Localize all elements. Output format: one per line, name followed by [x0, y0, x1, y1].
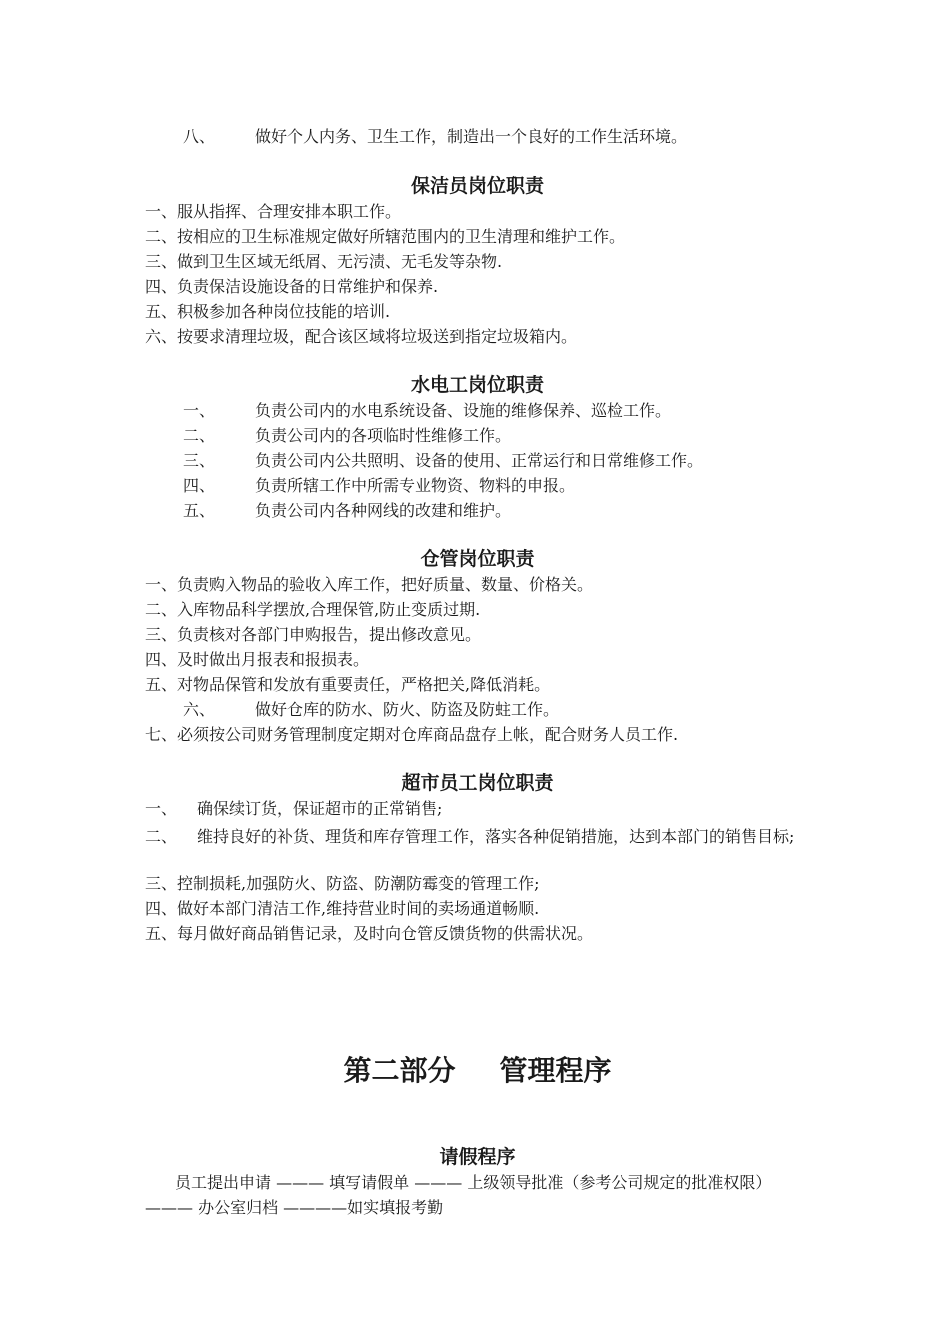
section-title-cleaner: 保洁员岗位职责 — [410, 175, 544, 197]
item-text: 确保续订货，保证超市的正常销售; — [197, 799, 443, 818]
item-text: 负责公司内的各项临时性维修工作。 — [255, 426, 512, 445]
item-number: 三、 — [183, 451, 216, 470]
part-heading — [145, 1053, 810, 1089]
section-title-warehouse: 仓管岗位职责 — [420, 548, 535, 570]
item-text: 负责公司内的水电系统设备、设施的维修保养、巡检工作。 — [255, 401, 672, 420]
list-item: 三、负责核对各部门申购报告，提出修改意见。 — [145, 625, 482, 644]
list-item — [183, 700, 848, 720]
section-title-supermarket: 超市员工岗位职责 — [401, 772, 554, 794]
list-item: 五、对物品保管和发放有重要责任，严格把关,降低消耗。 — [145, 675, 551, 694]
list-item: 三、控制损耗,加强防火、防盗、防潮防霉变的管理工作; — [145, 874, 540, 893]
list-item: 四、负责保洁设施设备的日常维护和保养. — [145, 277, 439, 296]
item-text: 负责公司内公共照明、设备的使用、正常运行和日常维修工作。 — [255, 451, 704, 470]
item-number: 四、 — [183, 476, 216, 495]
item-text: 负责所辖工作中所需专业物资、物料的申报。 — [255, 476, 576, 495]
section-title-electrician: 水电工岗位职责 — [410, 374, 544, 396]
part-number: 第二部分 — [343, 1054, 456, 1087]
list-item: 二、入库物品科学摆放,合理保管,防止变质过期. — [145, 600, 481, 619]
item-number: 八、 — [183, 127, 216, 146]
list-item — [183, 451, 848, 471]
item-number: 二、 — [145, 827, 178, 846]
item-number: 一、 — [145, 799, 178, 818]
item-number: 六、 — [183, 700, 216, 719]
list-item — [145, 824, 810, 849]
part-title: 管理程序 — [499, 1054, 612, 1087]
list-item: 六、按要求清理垃圾，配合该区域将垃圾送到指定垃圾箱内。 — [145, 327, 578, 346]
list-item: 三、做到卫生区域无纸屑、无污渍、无毛发等杂物. — [145, 252, 503, 271]
list-item — [183, 501, 848, 521]
item-text: 做好个人内务、卫生工作，制造出一个良好的工作生活环境。 — [255, 127, 688, 146]
section-title-leave: 请假程序 — [439, 1146, 516, 1168]
list-item: 四、及时做出月报表和报损表。 — [145, 650, 370, 669]
list-item — [183, 476, 848, 496]
item-number: 五、 — [183, 501, 216, 520]
list-item — [183, 426, 848, 446]
list-item — [145, 799, 810, 819]
item-number: 一、 — [183, 401, 216, 420]
leave-procedure-text: 员工提出申请 ——— 填写请假单 ——— 上级领导批准（参考公司规定的批准权限）——— 办公室归档 ————如实填报考勤 — [145, 1173, 772, 1217]
list-item: 七、必须按公司财务管理制度定期对仓库商品盘存上帐，配合财务人员工作. — [145, 725, 679, 744]
list-item: 五、积极参加各种岗位技能的培训. — [145, 302, 391, 321]
list-item — [183, 401, 848, 421]
list-item: 一、服从指挥、合理安排本职工作。 — [145, 202, 402, 221]
item-text: 负责公司内各种网线的改建和维护。 — [255, 501, 512, 520]
list-item: 五、每月做好商品销售记录，及时向仓管反馈货物的供需状况。 — [145, 924, 594, 943]
item-number: 二、 — [183, 426, 216, 445]
item-text: 维持良好的补货、理货和库存管理工作，落实各种促销措施，达到本部门的销售目标; — [197, 827, 795, 846]
list-item: 一、负责购入物品的验收入库工作，把好质量、数量、价格关。 — [145, 575, 594, 594]
intro-item — [183, 127, 848, 147]
list-item: 四、做好本部门清洁工作,维持营业时间的卖场通道畅顺. — [145, 899, 540, 918]
item-text: 做好仓库的防水、防火、防盗及防蛀工作。 — [255, 700, 560, 719]
list-item: 二、按相应的卫生标准规定做好所辖范围内的卫生清理和维护工作。 — [145, 227, 626, 246]
